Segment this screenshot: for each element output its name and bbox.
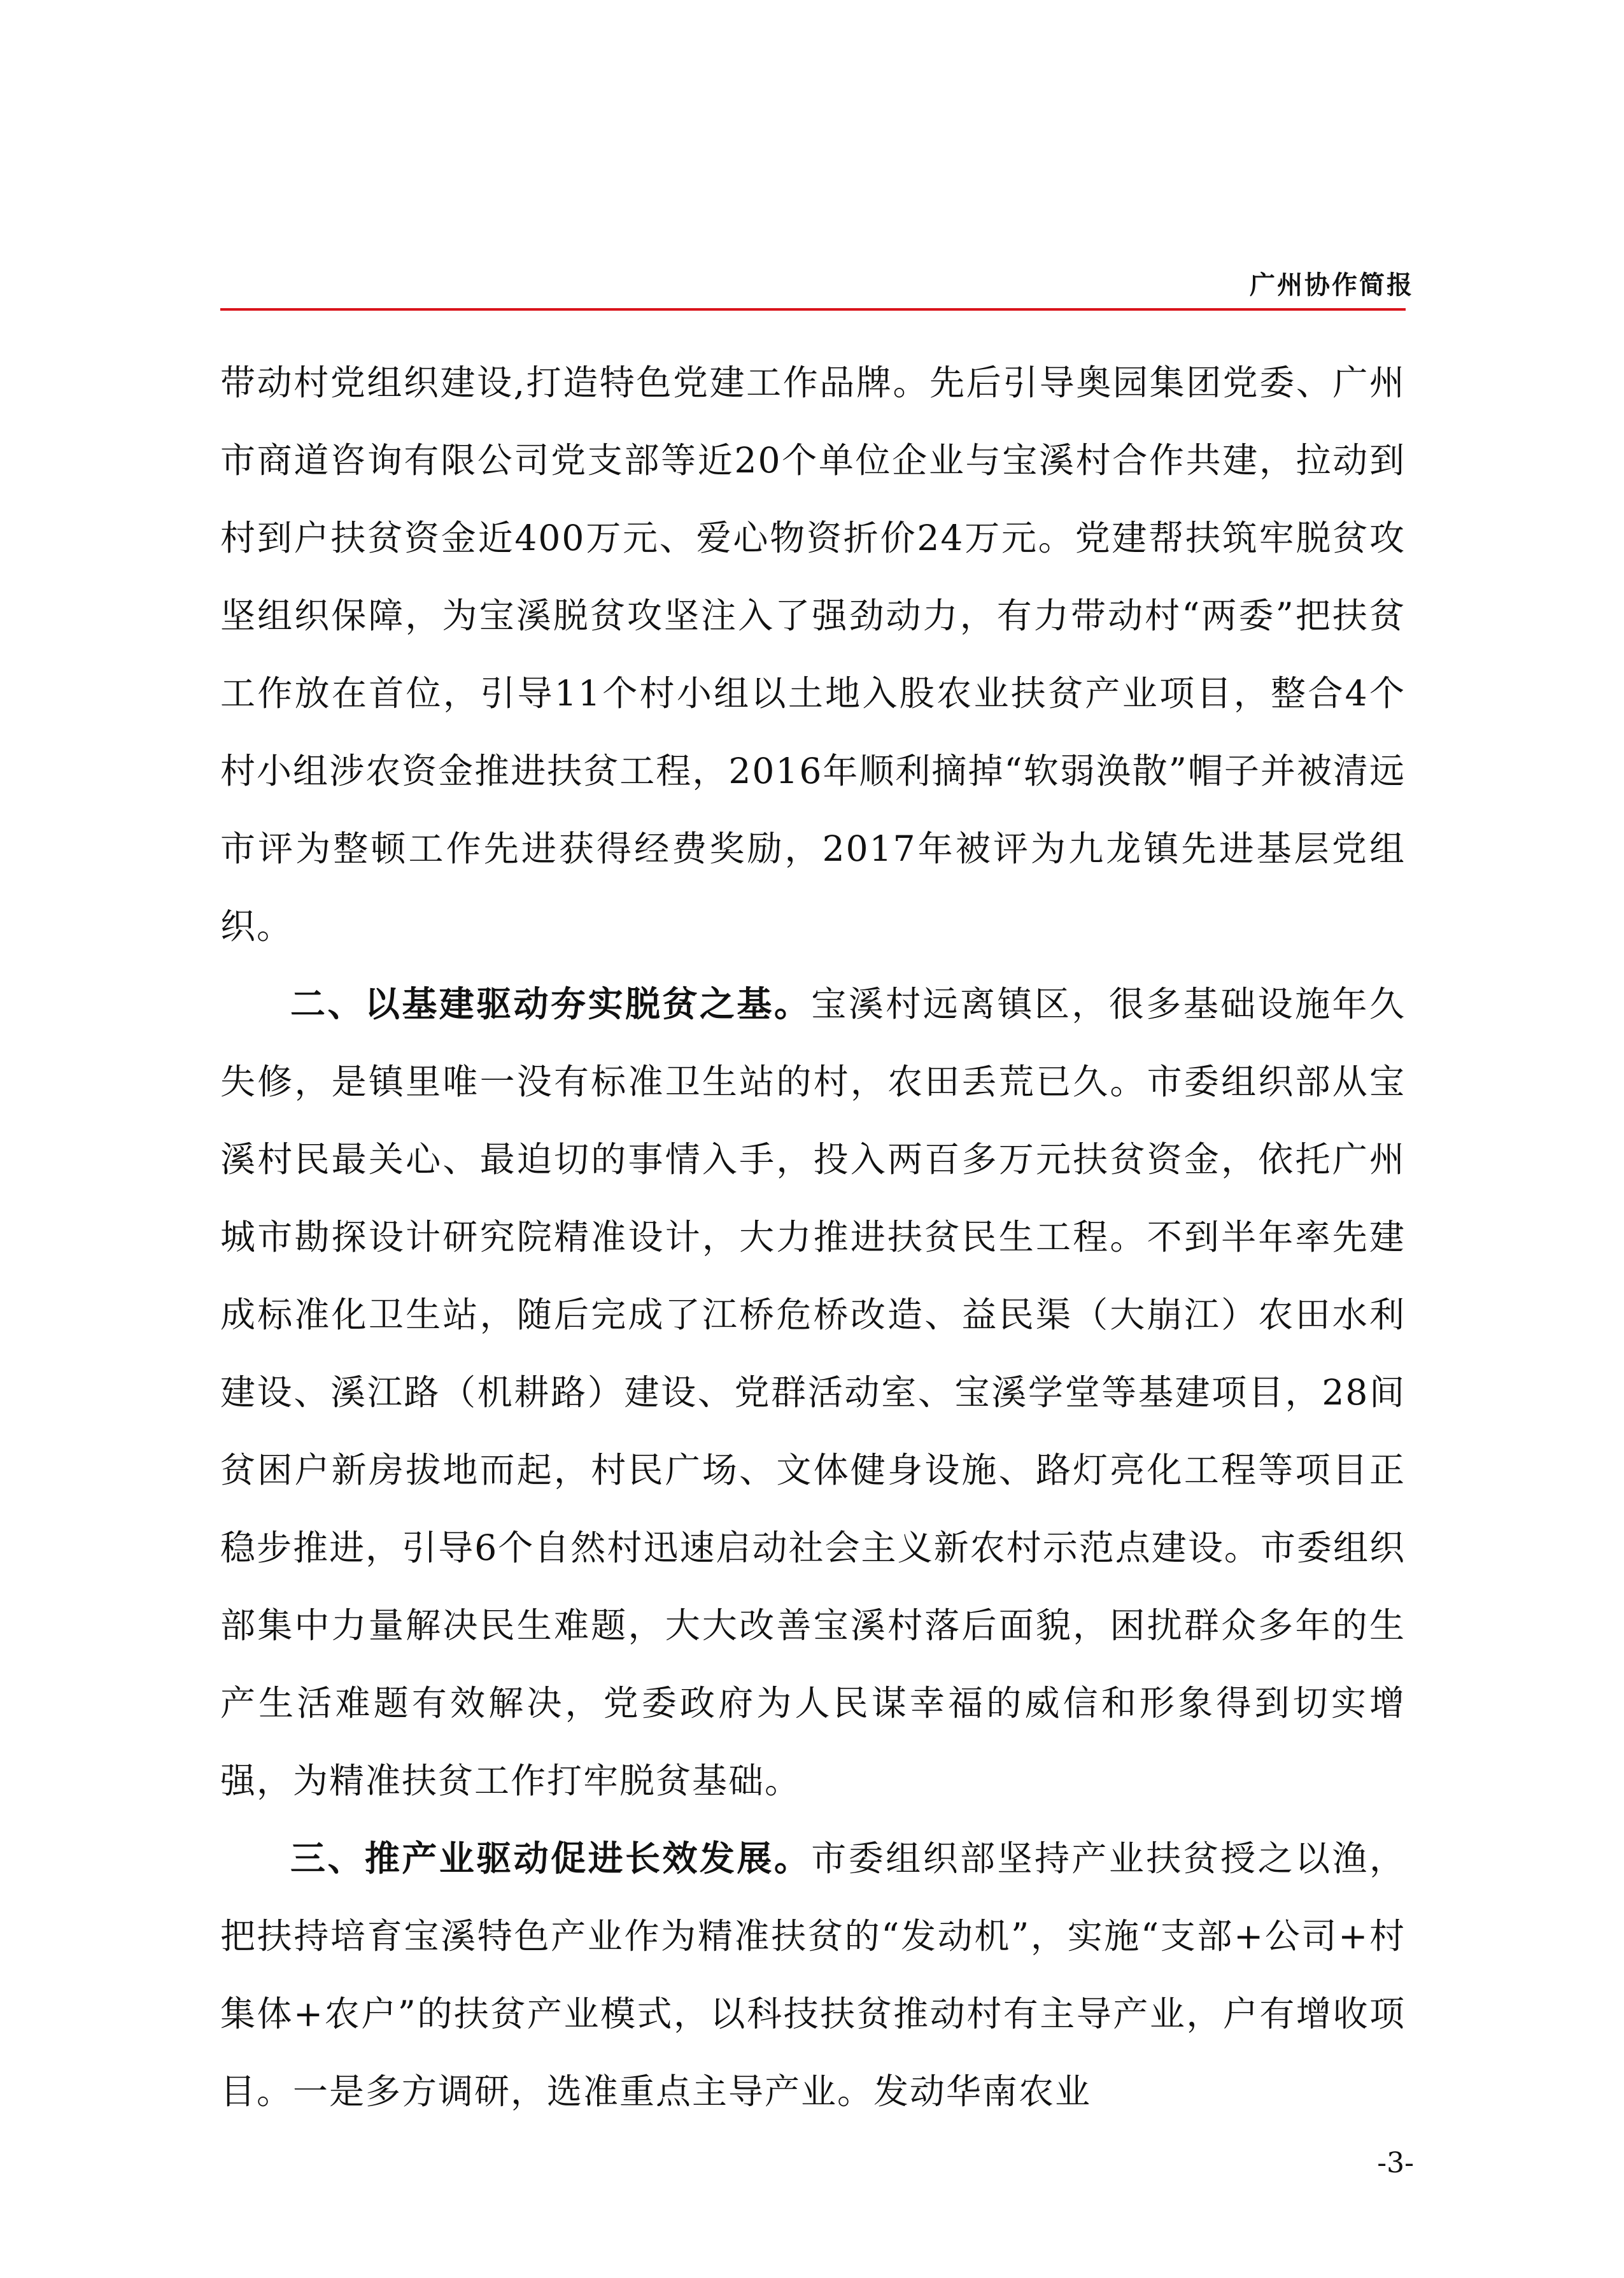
section-heading-industry: 三、推产业驱动促进长效发展。 [290,1837,812,1879]
section-heading-infrastructure: 二、以基建驱动夯实脱贫之基。 [290,983,812,1024]
paragraph-industry [220,1820,1406,2130]
paragraph-party-building [220,344,1406,965]
paragraph-infrastructure [220,965,1406,1820]
paragraph-text: 市委组织部坚持产业扶贫授之以渔，把扶持培育宝溪特色产业作为精准扶贫的“发动机”，实施“支部+公司+村集体+农户”的扶贫产业模式，以科技扶贫推动村有主导产业，户有增收项目。一是多方调研，选准重点主导产业。发动华南农业 [220,1838,1406,2112]
publication-title: 广州协作简报 [1250,270,1414,300]
article-body [220,344,1406,2130]
paragraph-text: 带动村党组织建设,打造特色党建工作品牌。先后引导奥园集团党委、广州市商道咨询有限公司党支部等近20个单位企业与宝溪村合作共建，拉动到村到户扶贫资金近400万元、爱心物资折价24万元。党建帮扶筑牢脱贫攻坚组织保障，为宝溪脱贫攻坚注入了强劲动力，有力带动村“两委”把扶贫工作放在首位，引导11个村小组以土地入股农业扶贫产业项目，整合4个村小组涉农资金推进扶贫工程，2016年顺利摘掉“软弱涣散”帽子并被清远市评为整顿工作先进获得经费奖励，2017年被评为九龙镇先进基层党组织。 [220,362,1406,947]
page-number: -3- [1377,2147,1414,2179]
header-divider [220,308,1406,311]
paragraph-text: 宝溪村远离镇区，很多基础设施年久失修，是镇里唯一没有标准卫生站的村，农田丢荒已久。市委组织部从宝溪村民最关心、最迫切的事情入手，投入两百多万元扶贫资金，依托广州城市勘探设计研究院精准设计，大力推进扶贫民生工程。不到半年率先建成标准化卫生站，随后完成了江桥危桥改造、益民渠（大崩江）农田水利建设、溪江路（机耕路）建设、党群活动室、宝溪学堂等基建项目，28间贫困户新房拔地而起，村民广场、文体健身设施、路灯亮化工程等项目正稳步推进，引导6个自然村迅速启动社会主义新农村示范点建设。市委组织部集中力量解决民生难题，大大改善宝溪村落后面貌，困扰群众多年的生产生活难题有效解决，党委政府为人民谋幸福的威信和形象得到切实增强，为精准扶贫工作打牢脱贫基础。 [220,984,1406,1801]
